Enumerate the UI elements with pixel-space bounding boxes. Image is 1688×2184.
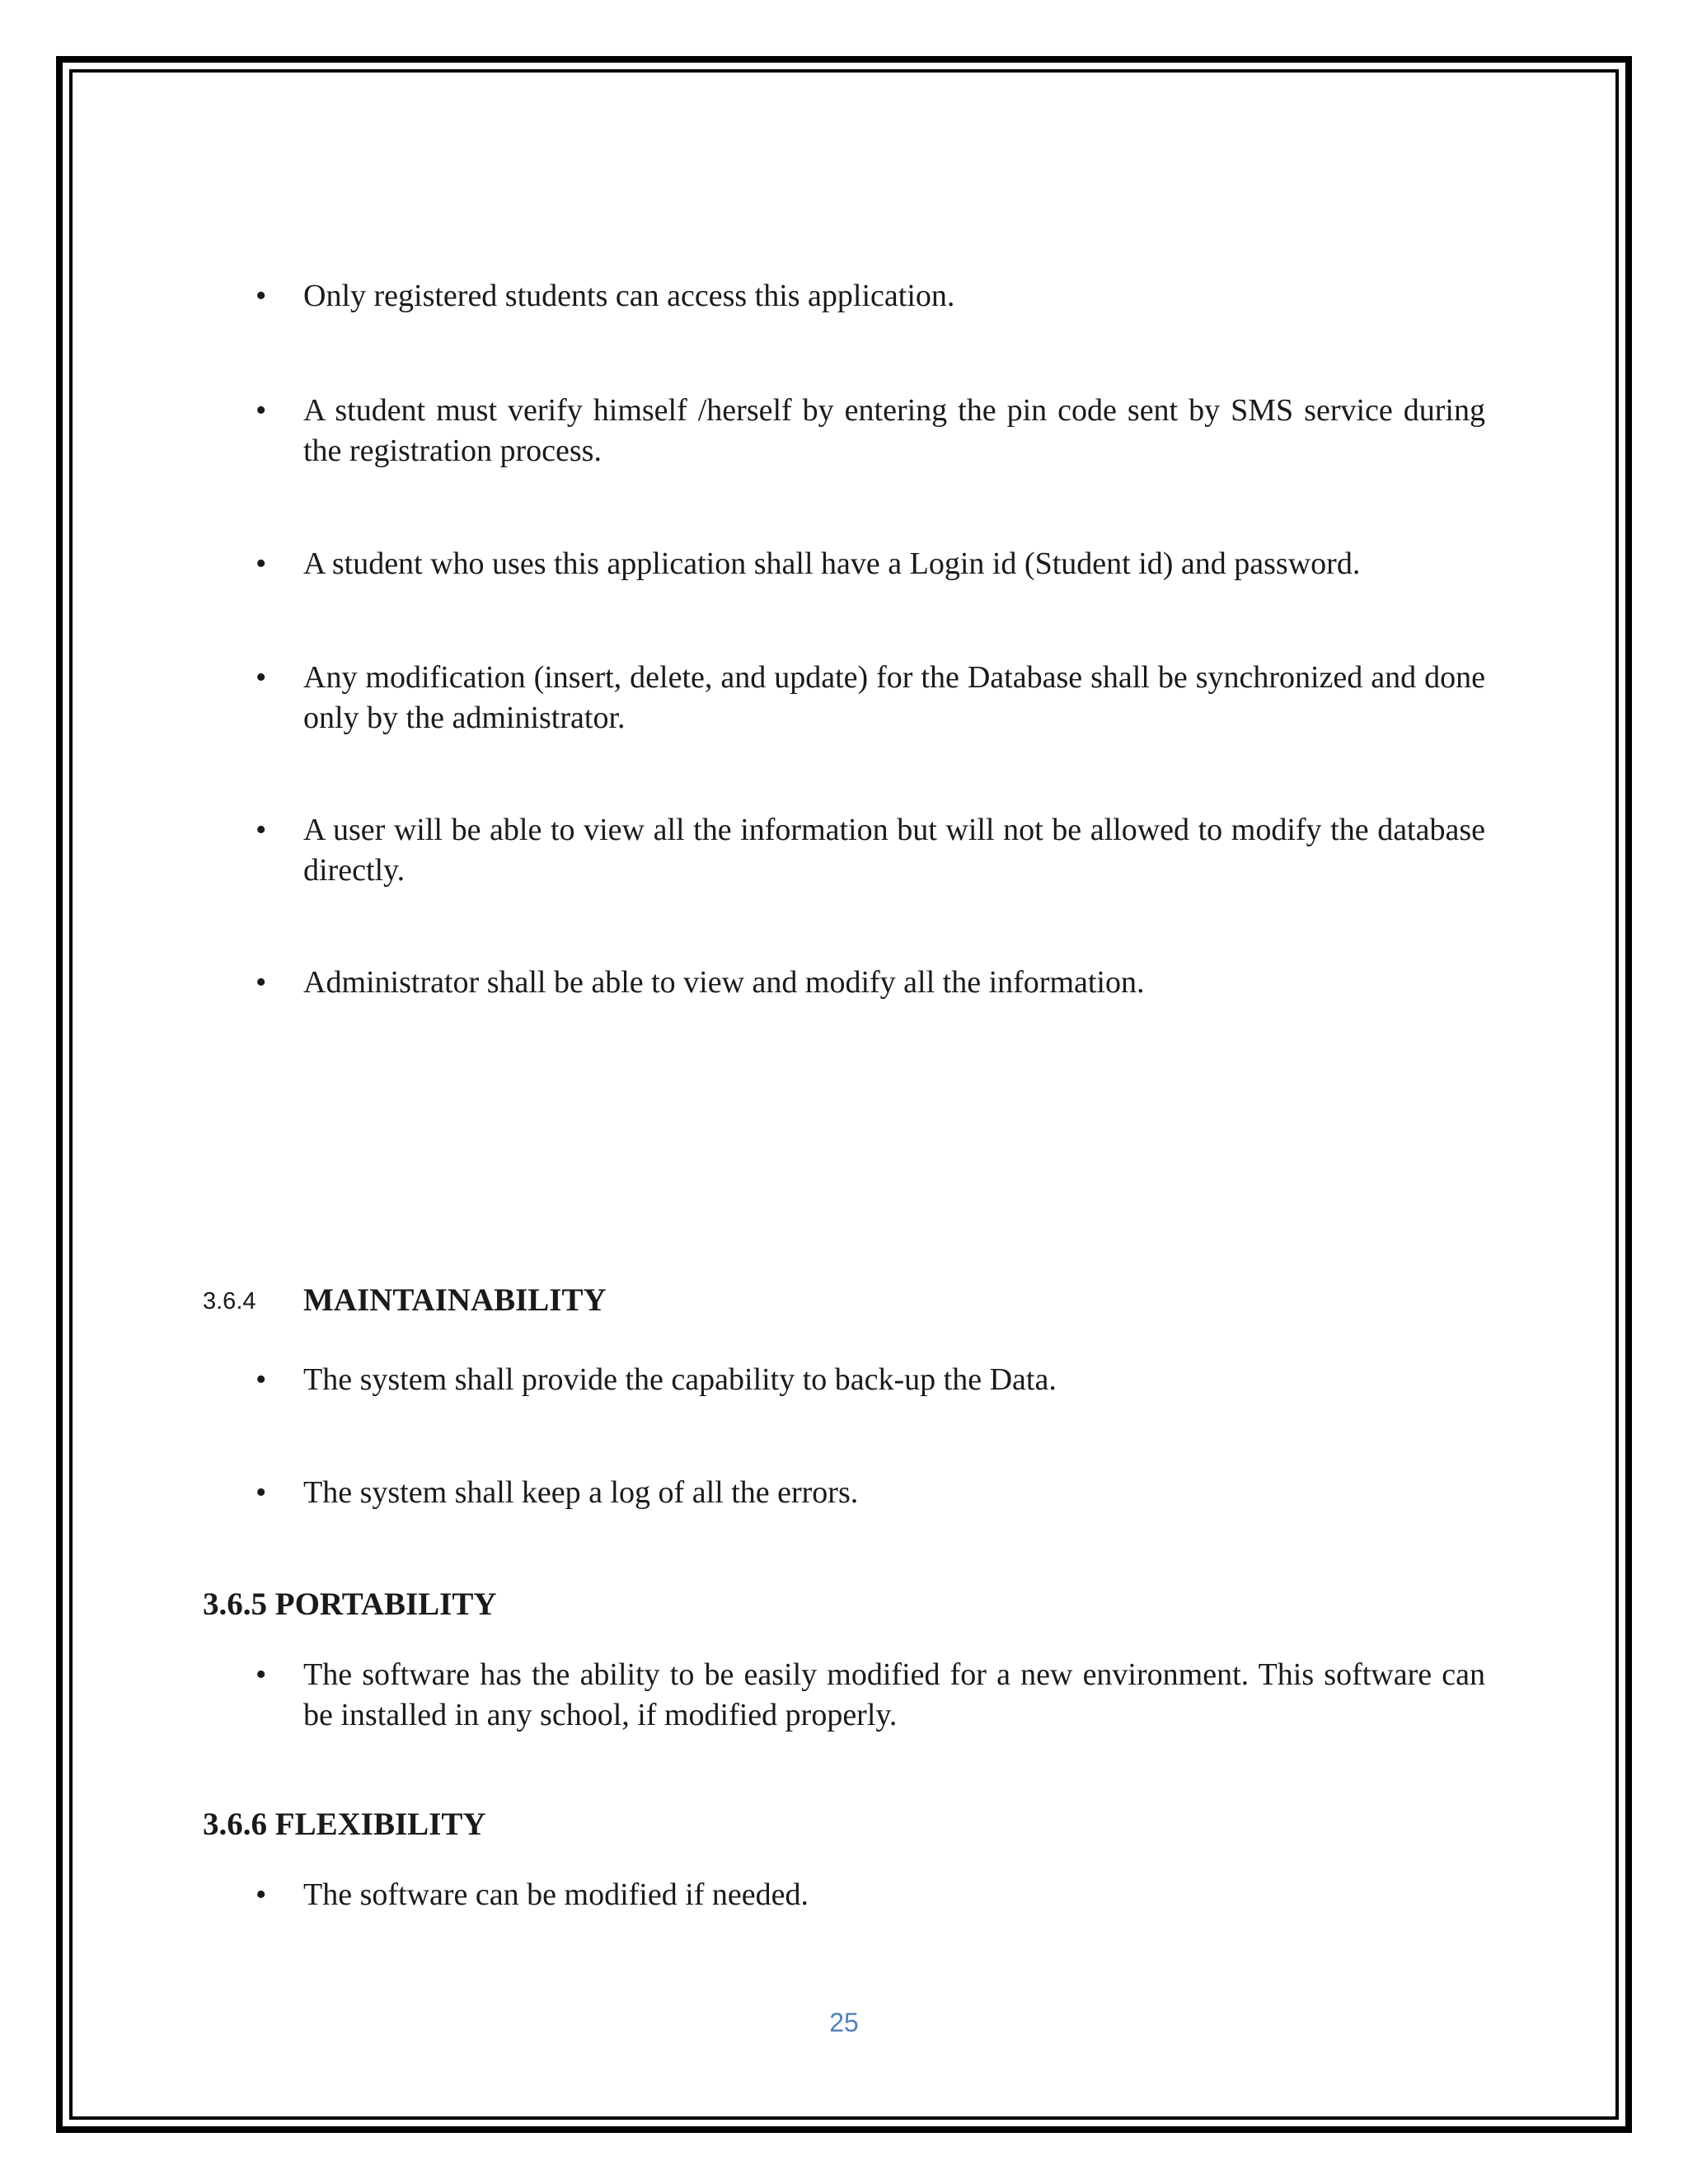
bullet-icon: • — [256, 1877, 267, 1912]
list-item-text: Administrator shall be able to view and modify all the information. — [303, 965, 1145, 1000]
list-item — [256, 544, 1485, 584]
section-number: 3.6.4 — [203, 1288, 256, 1315]
list-item — [256, 658, 1485, 738]
list-item-text: A student who uses this application shall have a Login id (Student id) and password. — [303, 546, 1361, 581]
list-item — [256, 391, 1485, 471]
list-item — [256, 810, 1485, 891]
list-item-text: The system shall provide the capability to back-up the Data. — [303, 1362, 1057, 1397]
bullet-icon: • — [256, 660, 267, 695]
bullet-icon: • — [256, 1362, 267, 1397]
bullet-icon: • — [256, 1475, 267, 1510]
bullet-icon: • — [256, 1657, 267, 1692]
list-item — [256, 1655, 1485, 1736]
list-item-text: The software has the ability to be easily modified for a new environment. This software can be installed in any school, if modified properly. — [303, 1657, 1485, 1732]
bullet-icon: • — [256, 546, 267, 581]
page-number: 25 — [829, 2008, 859, 2037]
list-item — [256, 276, 1485, 316]
list-item — [256, 1473, 1485, 1513]
list-item-text: Any modification (insert, delete, and update) for the Database shall be synchronized and done only by the administrator. — [303, 660, 1485, 735]
list-item-text: Only registered students can access this application. — [303, 279, 955, 313]
list-item — [256, 1360, 1485, 1400]
list-item-text: The system shall keep a log of all the errors. — [303, 1475, 859, 1510]
bullet-icon: • — [256, 813, 267, 847]
bullet-icon: • — [256, 393, 267, 428]
list-item-text: A user will be able to view all the information but will not be allowed to modify the database directly. — [303, 813, 1485, 888]
section-heading-maintainability: MAINTAINABILITY — [303, 1282, 607, 1318]
list-item — [256, 963, 1485, 1003]
list-item-text: The software can be modified if needed. — [303, 1877, 809, 1912]
list-item — [256, 1875, 1485, 1915]
bullet-icon: • — [256, 965, 267, 1000]
bullet-icon: • — [256, 279, 267, 313]
section-heading-flexibility: 3.6.6 FLEXIBILITY — [203, 1807, 486, 1842]
list-item-text: A student must verify himself /herself by entering the pin code sent by SMS service during the registration process. — [303, 393, 1485, 468]
section-heading-portability: 3.6.5 PORTABILITY — [203, 1586, 497, 1622]
